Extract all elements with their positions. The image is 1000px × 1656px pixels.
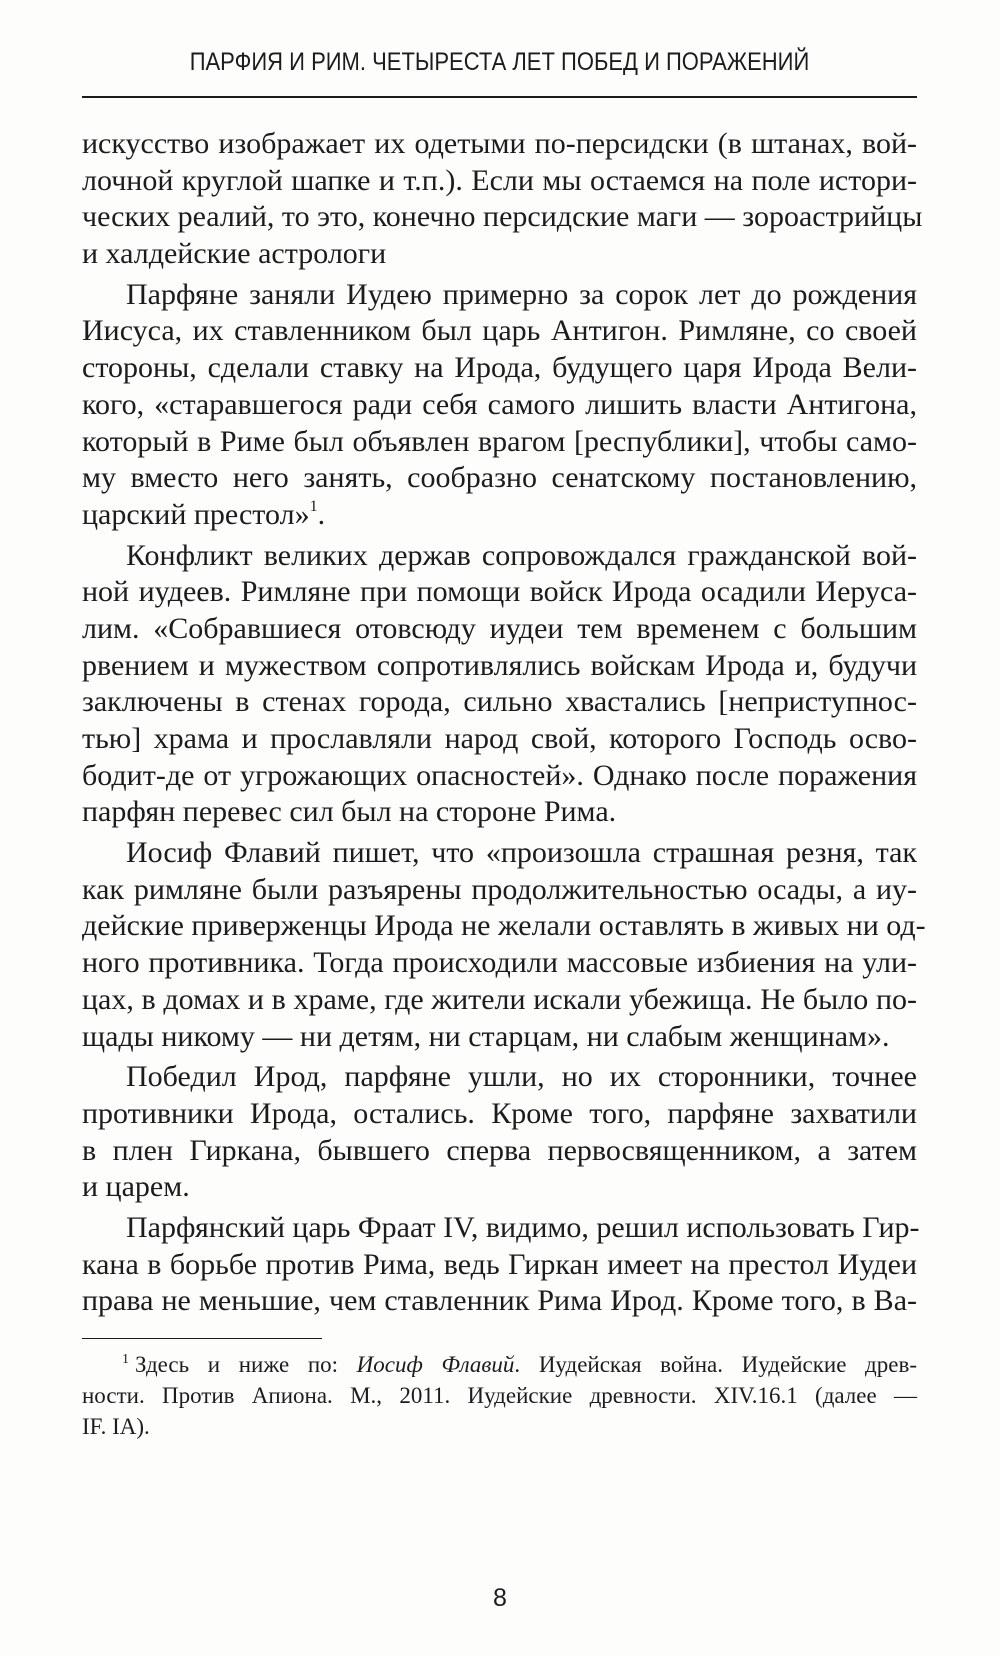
text-segment: царский престол» xyxy=(82,497,310,531)
text-line: Иисуса, их ставленником был царь Антигон. Римляне, со своей xyxy=(82,314,917,348)
text-line-with-ref xyxy=(82,497,917,534)
text-line: рвением и мужеством сопротивлялись войскам Ирода и, будучи xyxy=(82,648,917,682)
text-line: и царем. xyxy=(82,1170,190,1204)
main-text xyxy=(82,126,926,1320)
paragraph-2 xyxy=(82,277,917,534)
footnote-number: 1 xyxy=(122,1352,129,1367)
text-line: тью] храма и прославляли народ свой, которого Господь осво- xyxy=(82,722,917,755)
paragraph-4 xyxy=(82,835,926,1055)
running-title: ПАРФИЯ И РИМ. ЧЕТЫРЕСТА ЛЕТ ПОБЕД И ПОРАЖЕНИЙ xyxy=(189,48,810,76)
text-line: права не меньшие, чем ставленник Рима Ирод. Кроме того, в Ва- xyxy=(82,1284,917,1318)
text-line: лочной круглой шапке и т.п.). Если мы остаемся на поле истори- xyxy=(82,163,917,197)
paragraph-3 xyxy=(82,538,917,832)
text-segment: . xyxy=(317,497,326,531)
paragraph-6 xyxy=(82,1210,920,1320)
footnote-intro: Здесь и ниже по: xyxy=(135,1352,357,1377)
footnote-text: . Иудейская война. Иудейские древ- xyxy=(514,1352,917,1377)
text-line: щады никому — ни детям, ни старцам, ни слабым женщинам». xyxy=(82,1019,890,1053)
paragraph-5 xyxy=(82,1059,917,1206)
text-line: который в Риме был объявлен врагом [республики], чтобы само- xyxy=(82,424,917,458)
text-line: как римляне были разъярены продолжительностью осады, а иу- xyxy=(82,872,917,906)
header-rule xyxy=(82,96,917,98)
text-line: стороны, сделали ставку на Ирода, будущего царя Ирода Вели- xyxy=(82,351,917,385)
text-line: в плен Гиркана, бывшего сперва первосвященником, а затем xyxy=(82,1133,917,1167)
text-line: парфян перевес сил был на стороне Рима. xyxy=(82,795,617,829)
page-number: 8 xyxy=(493,1584,507,1612)
text-line: кана в борьбе против Рима, ведь Гиркан имеет на престол Иудеи xyxy=(82,1247,917,1281)
text-line: Победил Ирод, парфяне ушли, но их сторонники, точнее xyxy=(126,1060,917,1094)
text-line: Конфликт великих держав сопровождался гражданской вой- xyxy=(126,538,917,572)
text-line: заключены в стенах города, сильно хвастались [неприступнос- xyxy=(82,685,917,719)
text-line: дейские приверженцы Ирода не желали оставлять в живых ни од- xyxy=(82,909,926,943)
footnote-rule xyxy=(82,1338,322,1339)
text-line: му вместо него занять, сообразно сенатскому постановлению, xyxy=(82,461,917,495)
text-line: Парфяне заняли Иудею примерно за сорок лет до рождения xyxy=(126,277,917,311)
text-line: искусство изображает их одетыми по-персидски (в штанах, вой- xyxy=(82,127,917,160)
text-line: бодит-де от угрожающих опасностей». Однако после поражения xyxy=(82,758,917,792)
text-line: Иосиф Флавий пишет, что «произошла страшная резня, так xyxy=(126,836,917,870)
footnote xyxy=(82,1349,917,1442)
footnote-ref[interactable]: 1 xyxy=(309,497,318,515)
text-line: цах, в домах и в храме, где жители искали убежища. Не было по- xyxy=(82,982,917,1016)
text-line: лим. «Собравшиеся отовсюду иудеи тем временем с большим xyxy=(82,611,917,645)
text-line: кого, «старавшегося ради себя самого лишить власти Антигона, xyxy=(82,387,917,421)
footnote-line: IF. IA). xyxy=(82,1414,150,1439)
text-line: противники Ирода, остались. Кроме того, парфяне захватили xyxy=(82,1096,917,1130)
text-line: ческих реалий, то это, конечно персидские маги — зороастрийцы xyxy=(82,200,923,234)
paragraph-1 xyxy=(82,126,923,273)
footnote-author: Иосиф Флавий xyxy=(356,1352,515,1377)
footnote-line: ности. Против Апиона. М., 2011. Иудейские древности. XIV.16.1 (далее — xyxy=(82,1383,917,1408)
text-line: и халдейские астрологи xyxy=(82,237,387,271)
text-line: ного противника. Тогда происходили массовые избиения на ули- xyxy=(82,946,917,980)
footnote-line xyxy=(82,1349,917,1380)
text-line: ной иудеев. Римляне при помощи войск Ирода осадили Иеруса- xyxy=(82,575,917,609)
text-line: Парфянский царь Фраат IV, видимо, решил использовать Гир- xyxy=(126,1210,920,1244)
